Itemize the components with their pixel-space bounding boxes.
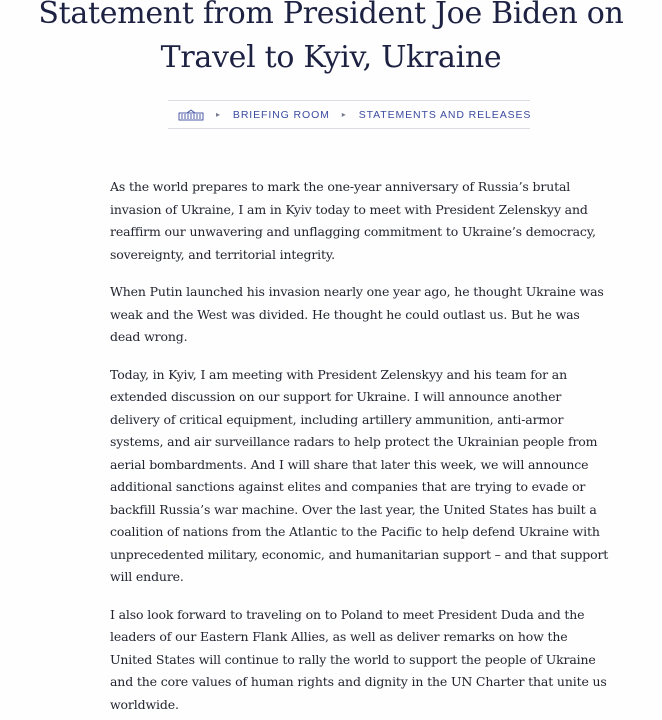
breadcrumb-statements-and-releases[interactable]: STATEMENTS AND RELEASES — [358, 108, 532, 121]
white-house-icon[interactable] — [178, 109, 204, 121]
page-title-line-1: Statement from President Joe Biden on — [38, 0, 624, 31]
breadcrumb-briefing-room[interactable]: BRIEFING ROOM — [232, 108, 330, 121]
statement-body — [110, 176, 610, 720]
paragraph-2: When Putin launched his invasion nearly one year ago, he thought Ukraine was weak and the West was divided. He thought he could outlast us. But he was dead wrong. — [110, 284, 604, 344]
paragraph-1: As the world prepares to mark the one-year anniversary of Russia’s brutal invasion of Ukraine, I am in Kyiv today to meet with President Zelenskyy and reaffirm our unwavering and unflagging commitment to Ukraine’s democracy, sovereignty, and territorial integrity. — [110, 179, 596, 262]
paragraph-4: I also look forward to traveling on to Poland to meet President Duda and the leaders of our Eastern Flank Allies, as well as deliver remarks on how the United States will continue to rally the world to support the people of Ukraine and the core values of human rights and dignity in the UN Charter that unite us worldwide. — [110, 606, 607, 712]
chevron-right-icon: ▸ — [216, 110, 221, 119]
page-title-line-2: Travel to Kyiv, Ukraine — [160, 40, 502, 75]
chevron-right-icon: ▸ — [341, 110, 347, 119]
paragraph-3: Today, in Kyiv, I am meeting with President Zelenskyy and his team for an extended discussion on our support for Ukraine. I will announce another delivery of critical equipment, including artillery ammunition, anti-armor systems, and air surveillance radars to help protect the Ukrainian people from aerial bombardments. And I will share that later this week, we will announce additional sanctions against elites and companies that are trying to evade or backfill Russia’s war machine. Over the last year, the United States has built a coalition of nations from the Atlantic to the Pacific to help defend Ukraine with unprecedented military, economic, and humanitarian support – and that support will endure. — [110, 366, 609, 584]
page-title — [0, 0, 662, 80]
breadcrumb — [168, 100, 530, 129]
